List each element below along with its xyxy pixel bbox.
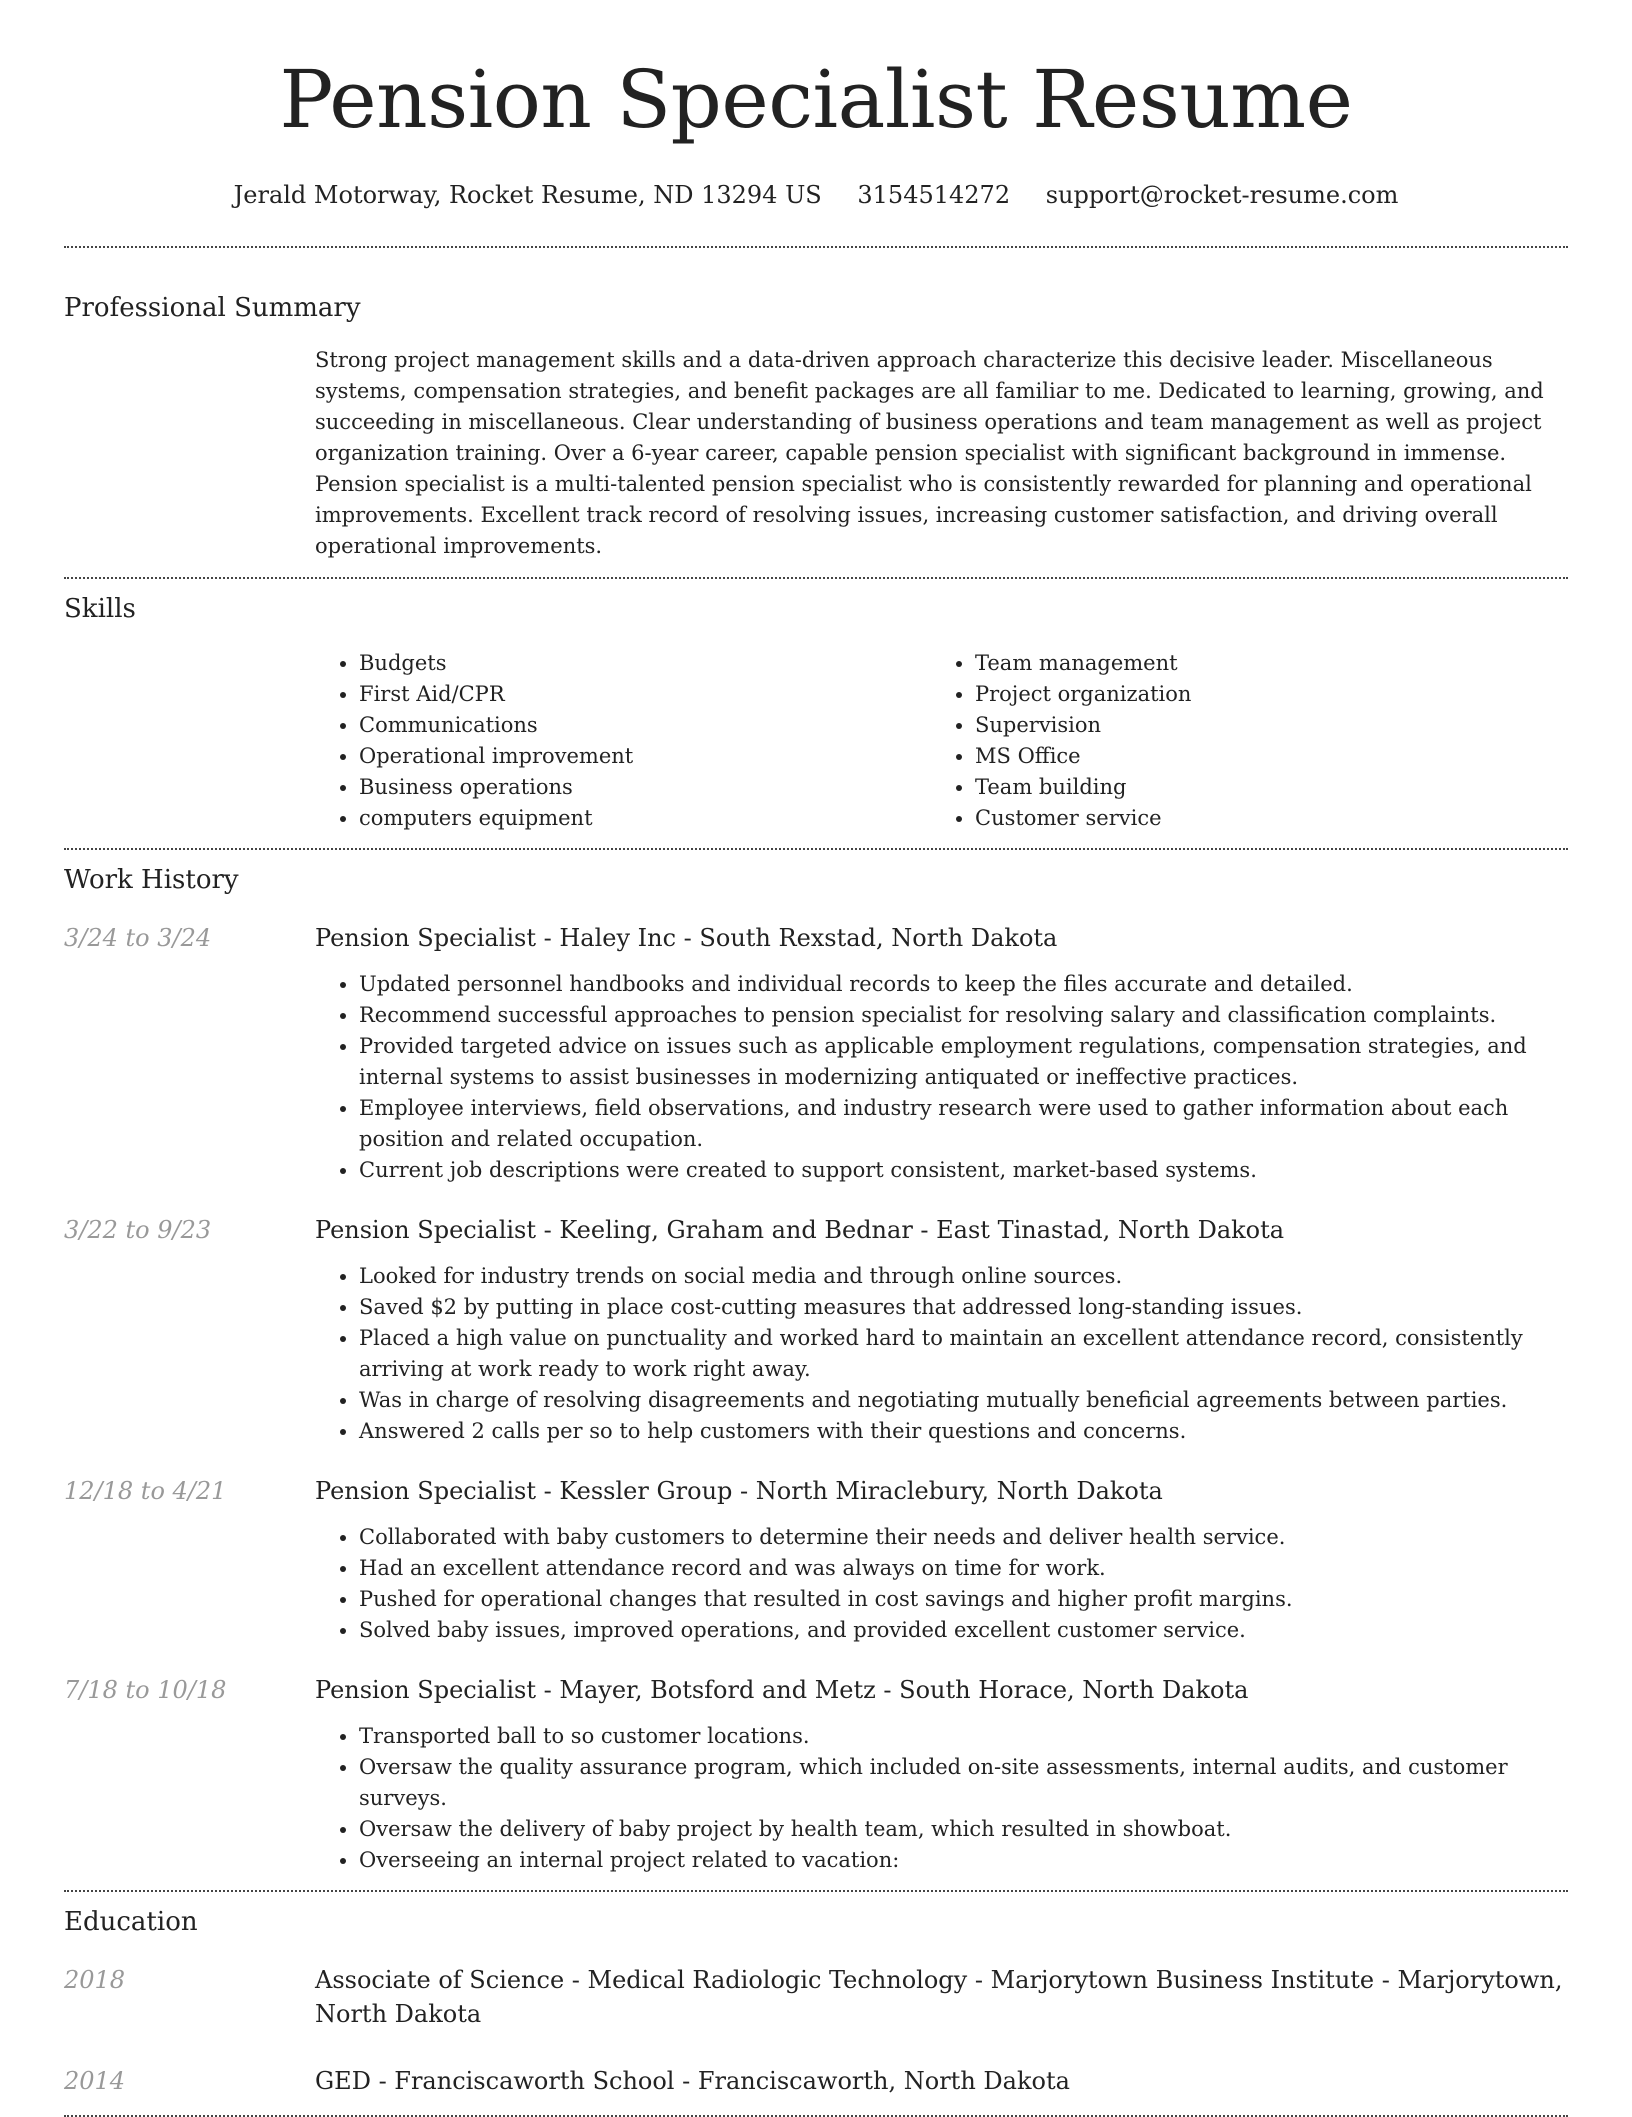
job-bullets bbox=[315, 969, 1568, 1186]
divider bbox=[64, 848, 1568, 850]
job-title: Pension Specialist - Kessler Group - North Miraclebury, North Dakota bbox=[315, 1477, 1163, 1505]
education-year: 2018 bbox=[64, 1966, 126, 1994]
job-bullet: • Transported ball to so customer locations. bbox=[359, 1721, 1568, 1752]
job-bullet: • Pushed for operational changes that resulted in cost savings and higher profit margins. bbox=[359, 1584, 1568, 1615]
job-bullet: • Overseeing an internal project related to vacation: bbox=[359, 1845, 1568, 1876]
job-bullet: • Updated personnel handbooks and individual records to keep the files accurate and detailed. bbox=[359, 969, 1568, 1000]
job-title: Pension Specialist - Mayer, Botsford and Metz - South Horace, North Dakota bbox=[315, 1676, 1249, 1704]
job-bullets bbox=[315, 1522, 1568, 1646]
skill-item: • Business operations bbox=[359, 772, 931, 803]
job-bullet: • Saved $2 by putting in place cost-cutting measures that addressed long-standing issues. bbox=[359, 1292, 1568, 1323]
skills-column-right bbox=[931, 648, 1547, 834]
divider bbox=[64, 577, 1568, 579]
resume-title: Pension Specialist Resume bbox=[279, 53, 1353, 146]
divider bbox=[64, 246, 1568, 248]
education-details bbox=[315, 1963, 1568, 2031]
job-details bbox=[315, 1474, 1568, 1646]
job-bullets bbox=[315, 1261, 1568, 1447]
job-entry bbox=[64, 921, 1568, 1186]
job-details bbox=[315, 921, 1568, 1186]
job-bullet: • Recommend successful approaches to pension specialist for resolving salary and classification complaints. bbox=[359, 1000, 1568, 1031]
job-bullet: • Oversaw the quality assurance program, which included on-site assessments, internal audits, and customer surveys. bbox=[359, 1752, 1568, 1814]
section-title-education: Education bbox=[64, 1907, 198, 1937]
job-bullet: • Placed a high value on punctuality and worked hard to maintain an excellent attendance record, consistently arriving at work ready to work right away. bbox=[359, 1323, 1568, 1385]
skills-column-left bbox=[315, 648, 931, 834]
job-details bbox=[315, 1673, 1568, 1876]
job-bullet: • Was in charge of resolving disagreements and negotiating mutually beneficial agreements between parties. bbox=[359, 1385, 1568, 1416]
skill-item: • First Aid/CPR bbox=[359, 679, 931, 710]
contact-address: Jerald Motorway, Rocket Resume, ND 13294 US bbox=[233, 181, 822, 209]
job-bullet: • Collaborated with baby customers to determine their needs and deliver health service. bbox=[359, 1522, 1568, 1553]
job-bullet: • Oversaw the delivery of baby project by health team, which resulted in showboat. bbox=[359, 1814, 1568, 1845]
job-dates: 7/18 to 10/18 bbox=[64, 1676, 227, 1704]
skill-item: • MS Office bbox=[975, 741, 1547, 772]
skill-item: • Communications bbox=[359, 710, 931, 741]
education-entry bbox=[64, 1963, 1568, 2031]
divider bbox=[64, 1890, 1568, 1892]
education-text: GED - Franciscaworth School - Franciscaworth, North Dakota bbox=[315, 2067, 1070, 2095]
job-details bbox=[315, 1213, 1568, 1447]
job-bullet: • Answered 2 calls per so to help customers with their questions and concerns. bbox=[359, 1416, 1568, 1447]
skill-item: • Operational improvement bbox=[359, 741, 931, 772]
job-bullet: • Had an excellent attendance record and was always on time for work. bbox=[359, 1553, 1568, 1584]
skill-item: • Project organization bbox=[975, 679, 1547, 710]
job-entry bbox=[64, 1474, 1568, 1646]
job-bullet: • Solved baby issues, improved operations, and provided excellent customer service. bbox=[359, 1615, 1568, 1646]
job-dates: 3/22 to 9/23 bbox=[64, 1216, 212, 1244]
section-title-skills: Skills bbox=[64, 594, 136, 624]
skill-item: • Customer service bbox=[975, 803, 1547, 834]
skill-item: • Team management bbox=[975, 648, 1547, 679]
section-title-summary: Professional Summary bbox=[64, 293, 361, 323]
contact-line bbox=[64, 180, 1568, 210]
education-text: Associate of Science - Medical Radiologic Technology - Marjorytown Business Institute - Marjorytown, North Dakota bbox=[315, 1966, 1563, 2028]
job-bullet: • Current job descriptions were created to support consistent, market-based systems. bbox=[359, 1155, 1568, 1186]
summary-text: Strong project management skills and a data-driven approach characterize this decisive leader. Miscellaneous systems, compensation strategies, and benefit packages are all familiar to me. Dedicated to learning, growing, and succeeding in miscellaneous. Clear understanding of business operations and team management as well as project organization training. Over a 6-year career, capable pension specialist with significant background in immense. Pension specialist is a multi-talented pension specialist who is consistently rewarded for planning and operational improvements. Excellent track record of resolving issues, increasing customer satisfaction, and driving overall operational improvements. bbox=[315, 348, 1544, 558]
contact-phone: 3154514272 bbox=[857, 181, 1011, 209]
skill-item: • Supervision bbox=[975, 710, 1547, 741]
job-bullet: • Employee interviews, field observations, and industry research were used to gather information about each position and related occupation. bbox=[359, 1093, 1568, 1155]
job-title: Pension Specialist - Keeling, Graham and Bednar - East Tinastad, North Dakota bbox=[315, 1216, 1285, 1244]
job-dates: 3/24 to 3/24 bbox=[64, 924, 212, 952]
skill-item: • Budgets bbox=[359, 648, 931, 679]
job-bullet: • Provided targeted advice on issues such as applicable employment regulations, compensation strategies, and internal systems to assist businesses in modernizing antiquated or ineffective practices. bbox=[359, 1031, 1568, 1093]
education-year: 2014 bbox=[64, 2067, 126, 2095]
job-bullet: • Looked for industry trends on social media and through online sources. bbox=[359, 1261, 1568, 1292]
section-title-work: Work History bbox=[64, 865, 239, 895]
skill-item: • Team building bbox=[975, 772, 1547, 803]
education-entry bbox=[64, 2064, 1568, 2098]
job-entry bbox=[64, 1213, 1568, 1447]
job-dates: 12/18 to 4/21 bbox=[64, 1477, 227, 1505]
skills-list bbox=[315, 648, 1568, 834]
education-details bbox=[315, 2064, 1568, 2098]
job-bullets bbox=[315, 1721, 1568, 1876]
skill-item: • computers equipment bbox=[359, 803, 931, 834]
job-title: Pension Specialist - Haley Inc - South Rexstad, North Dakota bbox=[315, 924, 1058, 952]
contact-email: support@rocket-resume.com bbox=[1045, 181, 1399, 209]
job-entry bbox=[64, 1673, 1568, 1876]
